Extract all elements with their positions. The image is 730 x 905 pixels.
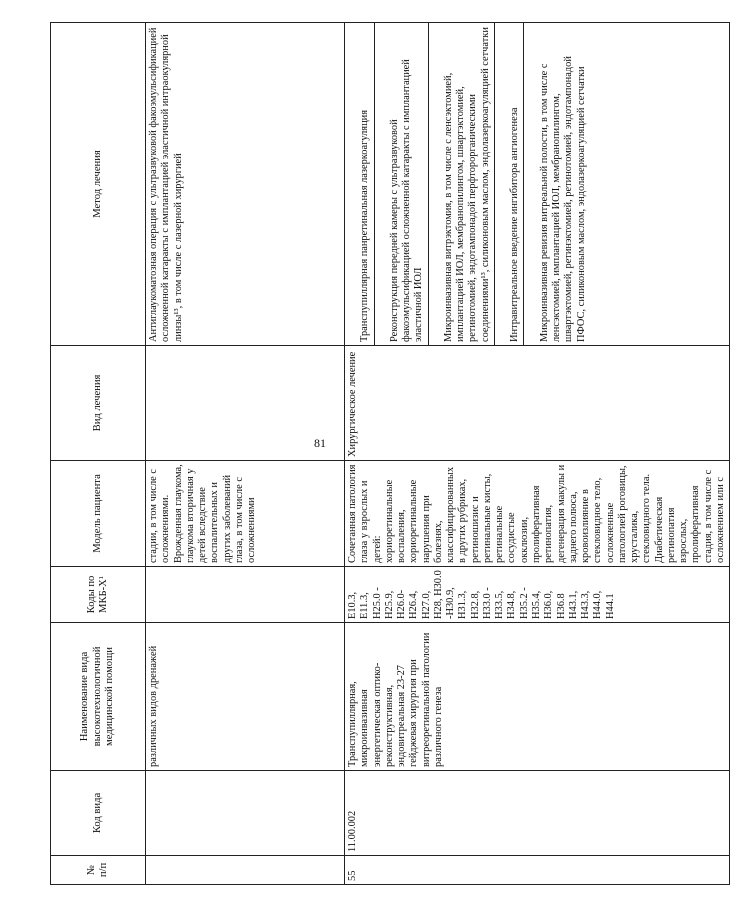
cell-name: Транспупиллярная, микроинвазивная энергетическая оптико-реконструктивная, эндовитреальная 23-27 гейджевая хирургия при витреоретинальной патологии различного генеза	[345, 623, 730, 771]
cell-icd	[146, 567, 345, 623]
table-row	[345, 23, 730, 885]
cell-code	[146, 771, 345, 856]
page-number: 81	[314, 436, 326, 450]
method-item: Реконструкция передней камеры с ультразвуковой факоэмульсификацией осложненной катаракты с имплантацией эластичной ИОЛ	[387, 23, 429, 345]
method-item: Транспупиллярная панретинальная лазеркоагуляция	[357, 23, 374, 345]
treatment-table	[50, 22, 730, 885]
table-header-row	[51, 23, 146, 885]
cell-code: 11.00.002	[345, 771, 730, 856]
cell-methods	[345, 23, 730, 346]
cell-name: различных видов дренажей	[146, 623, 345, 771]
method-item: Микроинвазивная витрэктомия, в том числе с ленсэктомией, имплантацией ИОЛ, мембранопилингом, швартэктомией, ретинотомией, эндотампонадой перфторорганическими соединениями¹³, силиконовым маслом, эндолазеркоагуляцией сетчатки	[441, 23, 495, 345]
cell-number	[146, 856, 345, 885]
header-number: № п/п	[51, 856, 146, 885]
header-method: Метод лечения	[51, 23, 146, 346]
cell-number: 55	[345, 856, 730, 885]
method-item: Микроинвазивная ревизия витреальной полости, в том числе с ленсэктомией, имплантацией ИОЛ, мембранопилингом, швартэктомией, ретинэктомией, ретинотомией, эндотампонадой ПФОС, силиконовым маслом, эндолазеркоагуляцией сетчатки	[538, 56, 587, 342]
cell-type	[146, 346, 345, 461]
table-row	[146, 23, 345, 885]
header-icd: Коды по МКБ-X¹	[51, 567, 146, 623]
method-item: Интравитреальное введение ингибитора ангиогенеза	[507, 23, 524, 345]
cell-type: Хирургическое лечение	[345, 346, 730, 461]
cell-model: Сочетанная патология глаза у взрослых и детей: хориоретинальные воспаления, хориоретинальные нарушения при болезнях, классифицированных в других рубриках, ретиношизис и ретинальные кисты, ретинальные сосудистые окклюзии, пролиферативная ретинопатия, дегенерация макулы и заднего полюса, кровоизлияние в стекловидное тело, осложненные патологией роговицы, хрусталика, стекловидного тела. Диабетическая ретинопатия взрослых, пролиферативная стадия, в том числе с осложнением или с	[345, 461, 730, 567]
header-name: Наименование вида высокотехнологичной медицинской помощи	[51, 623, 146, 771]
cell-method: Антиглаукоматозная операция с ультразвуковой факоэмульсификацией осложненной катаракты с имплантацией эластичной интраокулярной линзы¹³, в том числе с лазерной хирургией	[146, 23, 345, 346]
cell-icd: E10.3, E11.3, H25.0 - H25.9, H26.0- H26.4, H27.0, H28, H30.0 -H30.9, H31.3, H32.8, H33.0 - H33.5, H34.8, H35.2 -H35.4, H36.0, H36.8 H43.1, H43.3, H44.0, H44.1	[345, 567, 730, 623]
header-code: Код вида	[51, 771, 146, 856]
cell-model: стадии, в том числе с осложнениями. Врожденная глаукома, глаукома вторичная у детей вследствие воспалительных и других заболеваний глаза, в том числе с осложнениями	[146, 461, 345, 567]
header-type: Вид лечения	[51, 346, 146, 461]
header-model: Модель пациента	[51, 461, 146, 567]
